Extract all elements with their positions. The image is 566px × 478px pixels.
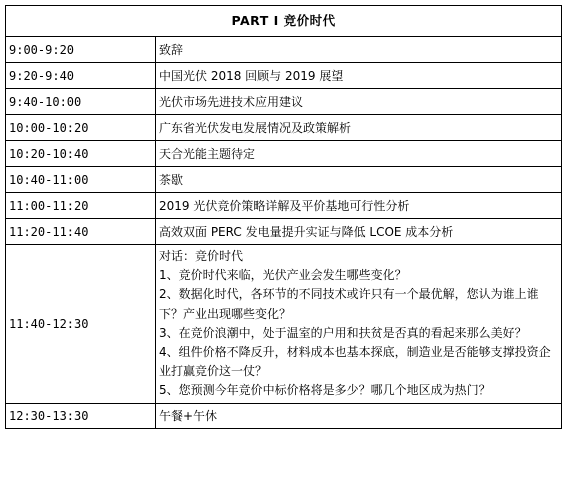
topic-cell: 茶歇 <box>156 167 562 193</box>
topic-cell: 高效双面 PERC 发电量提升实证与降低 LCOE 成本分析 <box>156 219 562 245</box>
topic-cell: 午餐+午休 <box>156 403 562 428</box>
topic-cell: 2019 光伏竞价策略详解及平价基地可行性分析 <box>156 193 562 219</box>
dialogue-question: 5、您预测今年竞价中标价格将是多少？哪几个地区成为热门？ <box>159 383 491 398</box>
dialogue-question: 3、在竞价浪潮中，处于温室的户用和扶贫是否真的看起来那么美好？ <box>159 325 527 340</box>
agenda-table <box>5 5 562 429</box>
time-cell: 11:40-12:30 <box>6 245 156 404</box>
time-cell: 11:20-11:40 <box>6 219 156 245</box>
table-row <box>6 219 562 245</box>
table-row <box>6 89 562 115</box>
time-cell: 10:00-10:20 <box>6 115 156 141</box>
dialogue-question: 4、组件价格不降反升，材料成本也基本探底，制造业是否能够支撑投资企业打赢竞价这一仗？ <box>159 345 551 379</box>
topic-cell: 致辞 <box>156 37 562 63</box>
section-header-row <box>6 6 562 37</box>
topic-cell: 光伏市场先进技术应用建议 <box>156 89 562 115</box>
table-row <box>6 63 562 89</box>
table-row <box>6 167 562 193</box>
table-row <box>6 141 562 167</box>
dialogue-question: 2、数据化时代，各环节的不同技术或许只有一个最优解，您认为谁上谁下？产业出现哪些变化？ <box>159 287 539 321</box>
section-title: PART I 竞价时代 <box>6 6 562 37</box>
time-cell: 9:00-9:20 <box>6 37 156 63</box>
time-cell: 11:00-11:20 <box>6 193 156 219</box>
dialogue-row <box>6 245 562 404</box>
topic-cell: 广东省光伏发电发展情况及政策解析 <box>156 115 562 141</box>
table-row <box>6 115 562 141</box>
table-row <box>6 403 562 428</box>
time-cell: 10:20-10:40 <box>6 141 156 167</box>
time-cell: 9:40-10:00 <box>6 89 156 115</box>
topic-cell: 中国光伏 2018 回顾与 2019 展望 <box>156 63 562 89</box>
dialogue-title: 对话：竞价时代 <box>159 249 244 263</box>
dialogue-question: 1、竞价时代来临，光伏产业会发生哪些变化？ <box>159 268 407 283</box>
table-row <box>6 193 562 219</box>
time-cell: 10:40-11:00 <box>6 167 156 193</box>
time-cell: 9:20-9:40 <box>6 63 156 89</box>
topic-cell: 天合光能主题待定 <box>156 141 562 167</box>
time-cell: 12:30-13:30 <box>6 403 156 428</box>
dialogue-cell <box>156 245 562 404</box>
table-row <box>6 37 562 63</box>
